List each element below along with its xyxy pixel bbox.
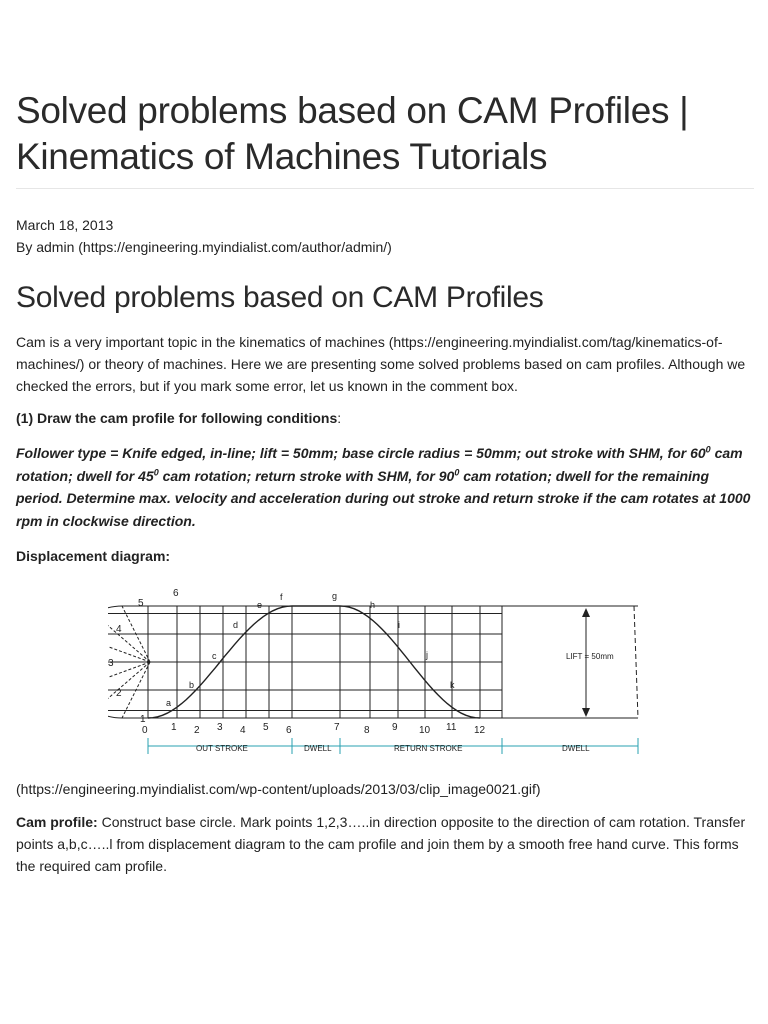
x-point-label: 7 (334, 722, 340, 733)
segment-out-stroke: OUT STROKE (196, 744, 248, 753)
curve-letter: i (398, 620, 400, 630)
circle-point-label: 2 (116, 688, 122, 699)
x-point-label: 10 (419, 725, 431, 736)
curve-letter: a (166, 698, 172, 708)
cam-profile-paragraph (16, 811, 754, 877)
intro-text-1: Cam is a very important topic in the kinematics of machines (16, 334, 389, 350)
cond-part2: cam rotation; dwell for 45 (16, 445, 743, 484)
x-point-label: 0 (142, 725, 148, 736)
lift-label: LIFT = 50mm (566, 652, 614, 661)
x-point-label: 2 (194, 725, 200, 736)
curve-letter: k (450, 680, 455, 690)
x-point-label: 9 (392, 722, 398, 733)
segment-dwell-1: DWELL (304, 744, 332, 753)
break-line (634, 606, 638, 718)
article-heading: Solved problems based on CAM Profiles (16, 281, 544, 314)
circle-point-label: 1 (140, 714, 146, 725)
curve-letter: b (189, 680, 195, 690)
radial-line (108, 634, 150, 662)
curve-letter: l (479, 698, 481, 708)
circle-radials (108, 606, 150, 718)
displacement-heading: Displacement diagram: (16, 548, 171, 564)
byline-prefix: By admin (16, 239, 79, 255)
intro-text-2: or theory of machines. Here we are presenting some solved problems based on cam profiles. Although we checked the errors, but if you mark some error, let us known in the comment box. (16, 356, 746, 394)
circle-point-label: 3 (108, 658, 114, 669)
x-point-label: 11 (446, 722, 457, 733)
circle-point-label: 5 (138, 598, 144, 609)
problem-label: (1) Draw the cam profile for following conditions (16, 410, 338, 426)
curve-letter: j (426, 650, 428, 660)
curve-letter: c (212, 651, 217, 661)
post-byline (16, 236, 392, 258)
problem-conditions (16, 442, 754, 532)
x-point-label: 6 (286, 725, 292, 736)
segment-dwell-2: DWELL (562, 744, 590, 753)
segment-return-stroke: RETURN STROKE (394, 744, 463, 753)
lift-arrow-up (582, 608, 590, 617)
problem-title (16, 407, 754, 429)
x-point-label: 4 (240, 725, 246, 736)
post-meta (16, 214, 392, 258)
x-point-label: 5 (263, 722, 269, 733)
post-date: March 18, 2013 (16, 217, 114, 233)
circle-point-label: 4 (116, 624, 122, 635)
lift-arrow-down (582, 708, 590, 717)
cond-sup2: 0 (153, 466, 159, 477)
cond-sup3: 0 (454, 466, 460, 477)
x-point-label: 12 (474, 725, 486, 736)
curve-letter: h (370, 600, 376, 610)
intro-paragraph (16, 331, 754, 397)
cam-profile-text: Construct base circle. Mark points 1,2,3…..in direction opposite to the direction of cam rotation. Transfer points a,b,c…..l from displacement diagram to the cam profile and join them by a smooth free hand curve. This forms the required cam profile. (16, 814, 746, 874)
curve-letter: f (280, 592, 283, 602)
tag-link[interactable]: (https://engineering.myindialist.com/tag/kinematics-of-machines/) (16, 334, 723, 372)
page-title: Solved problems based on CAM Profiles | Kinematics of Machines Tutorials (16, 90, 689, 177)
x-point-label: 3 (217, 722, 223, 733)
image-link[interactable]: (https://engineering.myindialist.com/wp-content/uploads/2013/03/clip_image0021.gif) (16, 781, 541, 797)
circle-point-label: 6 (173, 588, 179, 599)
cond-part1: Follower type = Knife edged, in-line; lift = 50mm; base circle radius = 50mm; out stroke with SHM, for 60 (16, 445, 706, 461)
cam-profile-label: Cam profile: (16, 814, 98, 830)
radial-line (108, 662, 150, 690)
curve-letter: g (332, 591, 338, 601)
cond-sup1: 0 (705, 444, 711, 455)
cond-part4: cam rotation; dwell for the remaining period. Determine max. velocity and acceleration during out stroke and return stroke if the cam rotates at 1000 rpm in clockwise direction. (16, 467, 751, 529)
problem-colon: : (337, 410, 342, 426)
x-point-label: 1 (171, 722, 177, 733)
displacement-diagram[interactable] (108, 584, 660, 760)
author-link[interactable]: (https://engineering.myindialist.com/author/admin/) (78, 239, 392, 255)
curve-letter: d (233, 620, 239, 630)
cond-part3: cam rotation; return stroke with SHM, for 90 (158, 467, 455, 484)
x-point-label: 8 (364, 725, 370, 736)
curve-letter: e (257, 600, 263, 610)
title-divider (16, 188, 754, 189)
